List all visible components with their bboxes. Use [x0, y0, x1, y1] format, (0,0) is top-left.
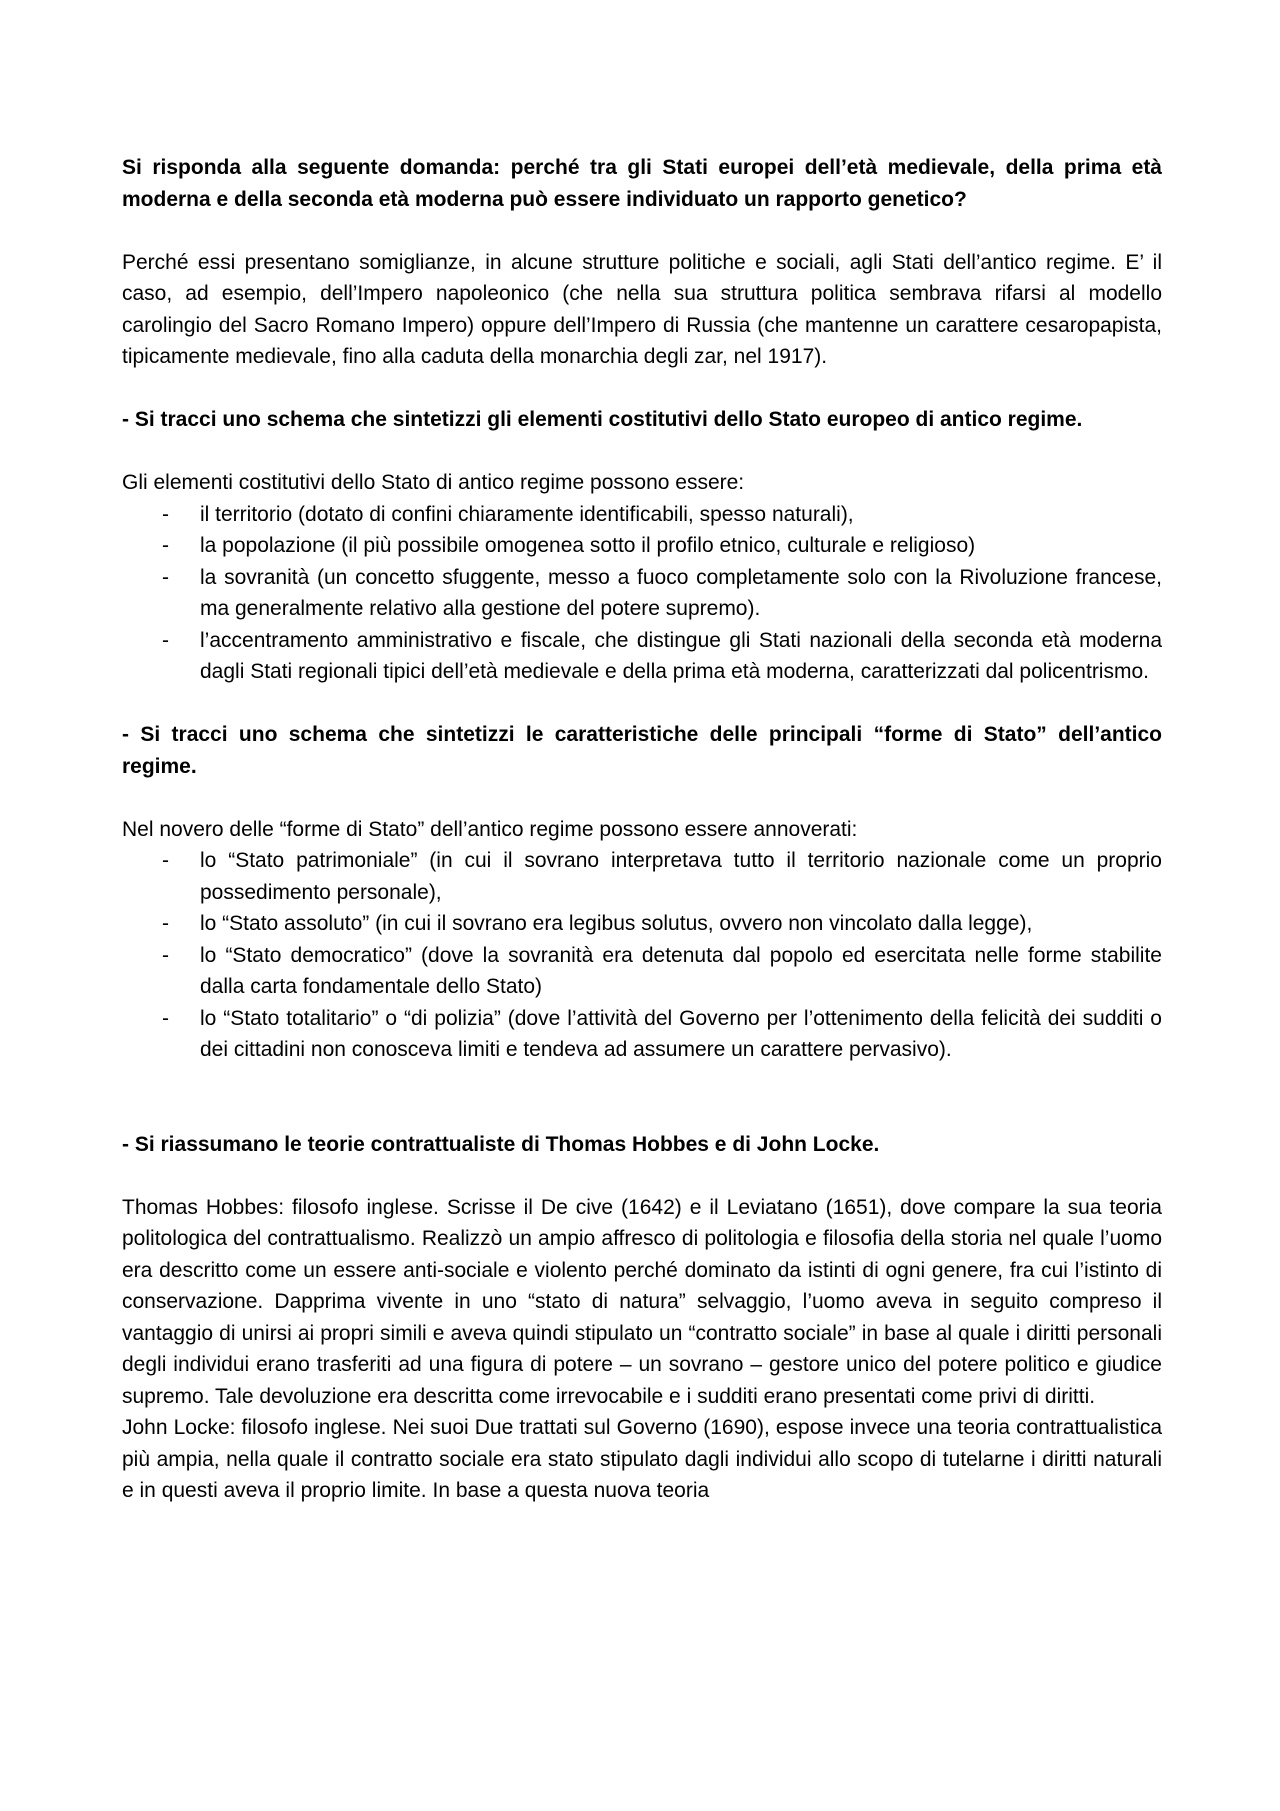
- list-item: - lo “Stato totalitario” o “di polizia” (dove l’attività del Governo per l’ottenimento della felicità dei sudditi o dei cittadini non conosceva limiti e tendeva ad assumere un carattere pervasivo).: [162, 1006, 1162, 1061]
- question-3-intro: Nel novero delle “forme di Stato” dell’antico regime possono essere annoverati:: [122, 817, 858, 841]
- question-2-heading: - Si tracci uno schema che sintetizzi gli elementi costitutivi dello Stato europeo di antico regime.: [122, 408, 1083, 431]
- question-4-heading: - Si riassumano le teorie contrattualiste di Thomas Hobbes e di John Locke.: [122, 1132, 880, 1156]
- question-4-hobbes: Thomas Hobbes: filosofo inglese. Scrisse il De cive (1642) e il Leviatano (1651), dove compare la sua teoria politologica del contrattualismo. Realizzò un ampio affresco di politologia e filosofia della storia nel quale l’uomo era descritto come un essere anti-sociale e violento perché dominato da istinti di ogni genere, fra cui l’istinto di conservazione. Dapprima vivente in uno “stato di natura” selvaggio, l’uomo aveva in seguito compreso il vantaggio di unirsi ai propri simili e aveva quindi stipulato un “contratto sociale” in base al quale i diritti personali degli individui erano trasferiti ad una figura di potere – un sovrano – gestore unico del potere politico e giudice supremo. Tale devoluzione era descritta come irrevocabile e i sudditi erano presentati come privi di diritti.: [122, 1195, 1162, 1408]
- document-page: [122, 152, 1162, 1507]
- question-2-list: [122, 499, 1162, 688]
- list-item: - lo “Stato assoluto” (in cui il sovrano era legibus solutus, ovvero non vincolato dalla legge),: [162, 912, 1033, 935]
- question-2-intro: Gli elementi costitutivi dello Stato di antico regime possono essere:: [122, 471, 745, 494]
- list-item: - l’accentramento amministrativo e fiscale, che distingue gli Stati nazionali della seconda età moderna dagli Stati regionali tipici dell’età medievale e della prima età moderna, caratterizzati dal policentrismo.: [162, 628, 1162, 683]
- question-1-answer: Perché essi presentano somiglianze, in alcune strutture politiche e sociali, agli Stati dell’antico regime. E’ il caso, ad esempio, dell’Impero napoleonico (che nella sua struttura politica sembrava rifarsi al modello carolingio del Sacro Romano Impero) oppure dell’Impero di Russia (che mantenne un carattere cesaropapista, tipicamente medievale, fino alla caduta della monarchia degli zar, nel 1917).: [122, 250, 1162, 368]
- question-3-list: [122, 845, 1162, 1066]
- list-item: - la popolazione (il più possibile omogenea sotto il profilo etnico, culturale e religioso): [162, 534, 976, 557]
- question-1-heading: Si risponda alla seguente domanda: perché tra gli Stati europei dell’età medievale, della prima età moderna e della seconda età moderna può essere individuato un rapporto genetico?: [122, 156, 1162, 211]
- question-4-locke: John Locke: filosofo inglese. Nei suoi Due trattati sul Governo (1690), espose invece una teoria contrattualistica più ampia, nella quale il contratto sociale era stato stipulato dagli individui allo scopo di tutelarne i diritti naturali e in questi aveva il proprio limite. In base a questa nuova teoria: [122, 1416, 1162, 1502]
- list-item: - la sovranità (un concetto sfuggente, messo a fuoco completamente solo con la Rivoluzione francese, ma generalmente relativo alla gestione del potere supremo).: [162, 565, 1162, 620]
- list-item: - il territorio (dotato di confini chiaramente identificabili, spesso naturali),: [162, 502, 854, 526]
- list-item: - lo “Stato patrimoniale” (in cui il sovrano interpretava tutto il territorio nazionale come un proprio possedimento personale),: [162, 849, 1162, 904]
- list-item: - lo “Stato democratico” (dove la sovranità era detenuta dal popolo ed esercitata nelle forme stabilite dalla carta fondamentale dello Stato): [162, 943, 1162, 998]
- question-3-heading: - Si tracci uno schema che sintetizzi le caratteristiche delle principali “forme di Stato” dell’antico regime.: [122, 723, 1162, 778]
